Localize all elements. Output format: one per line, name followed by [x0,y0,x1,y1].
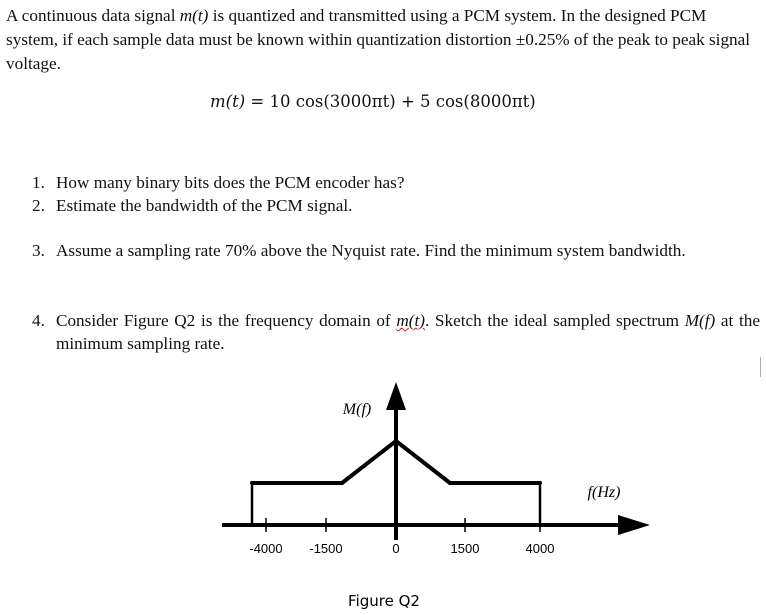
equation-lhs: m(t) [210,92,246,111]
y-axis-arrow-icon [386,382,406,410]
intro-text-1: A continuous data signal [6,6,180,25]
intro-text-2: is quantized and transmitted using a PCM system. In the designed PCM system, if each sample data must be known within quantization distortion ±0.25% of the peak to peak signal voltage. [6,6,751,73]
q4-spectrum: M(f) [684,311,716,330]
question-number: 3. [32,241,45,260]
y-axis-label: M(f) [342,401,372,418]
tick-label: -4000 [249,541,283,556]
question-number: 4. [32,311,45,330]
tick-labels [249,541,554,556]
tick-label: 0 [392,541,400,556]
figure-caption: Figure Q2 [348,592,420,610]
question-text: Assume a sampling rate 70% above the Nyquist rate. Find the minimum system bandwidth. [56,241,686,260]
q4-text-1: Consider Figure Q2 is the frequency domain of [56,311,397,330]
q4-text-2: . Sketch the ideal sampled spectrum [424,311,685,330]
tick-label: 1500 [450,541,480,556]
intro-signal: m(t) [179,6,209,25]
axes [222,382,650,540]
equation-rhs: = 10 cos(3000πt) + 5 cos(8000πt) [245,92,536,111]
tick-label: 4000 [525,541,555,556]
question-number: 2. [32,196,45,215]
q4-signal: m(t) [396,311,425,330]
tick-label: -1500 [309,541,343,556]
question-number: 1. [32,173,45,192]
x-axis-label: f(Hz) [587,484,621,501]
spectrum-segment [342,441,396,483]
q4-text-3: at the minimum sampling rate. [56,311,760,353]
question-text: Estimate the bandwidth of the PCM signal. [56,196,353,215]
x-axis-arrow-icon [618,515,650,535]
question-text: How many binary bits does the PCM encoder has? [56,173,405,192]
spectrum-segment [396,441,450,483]
